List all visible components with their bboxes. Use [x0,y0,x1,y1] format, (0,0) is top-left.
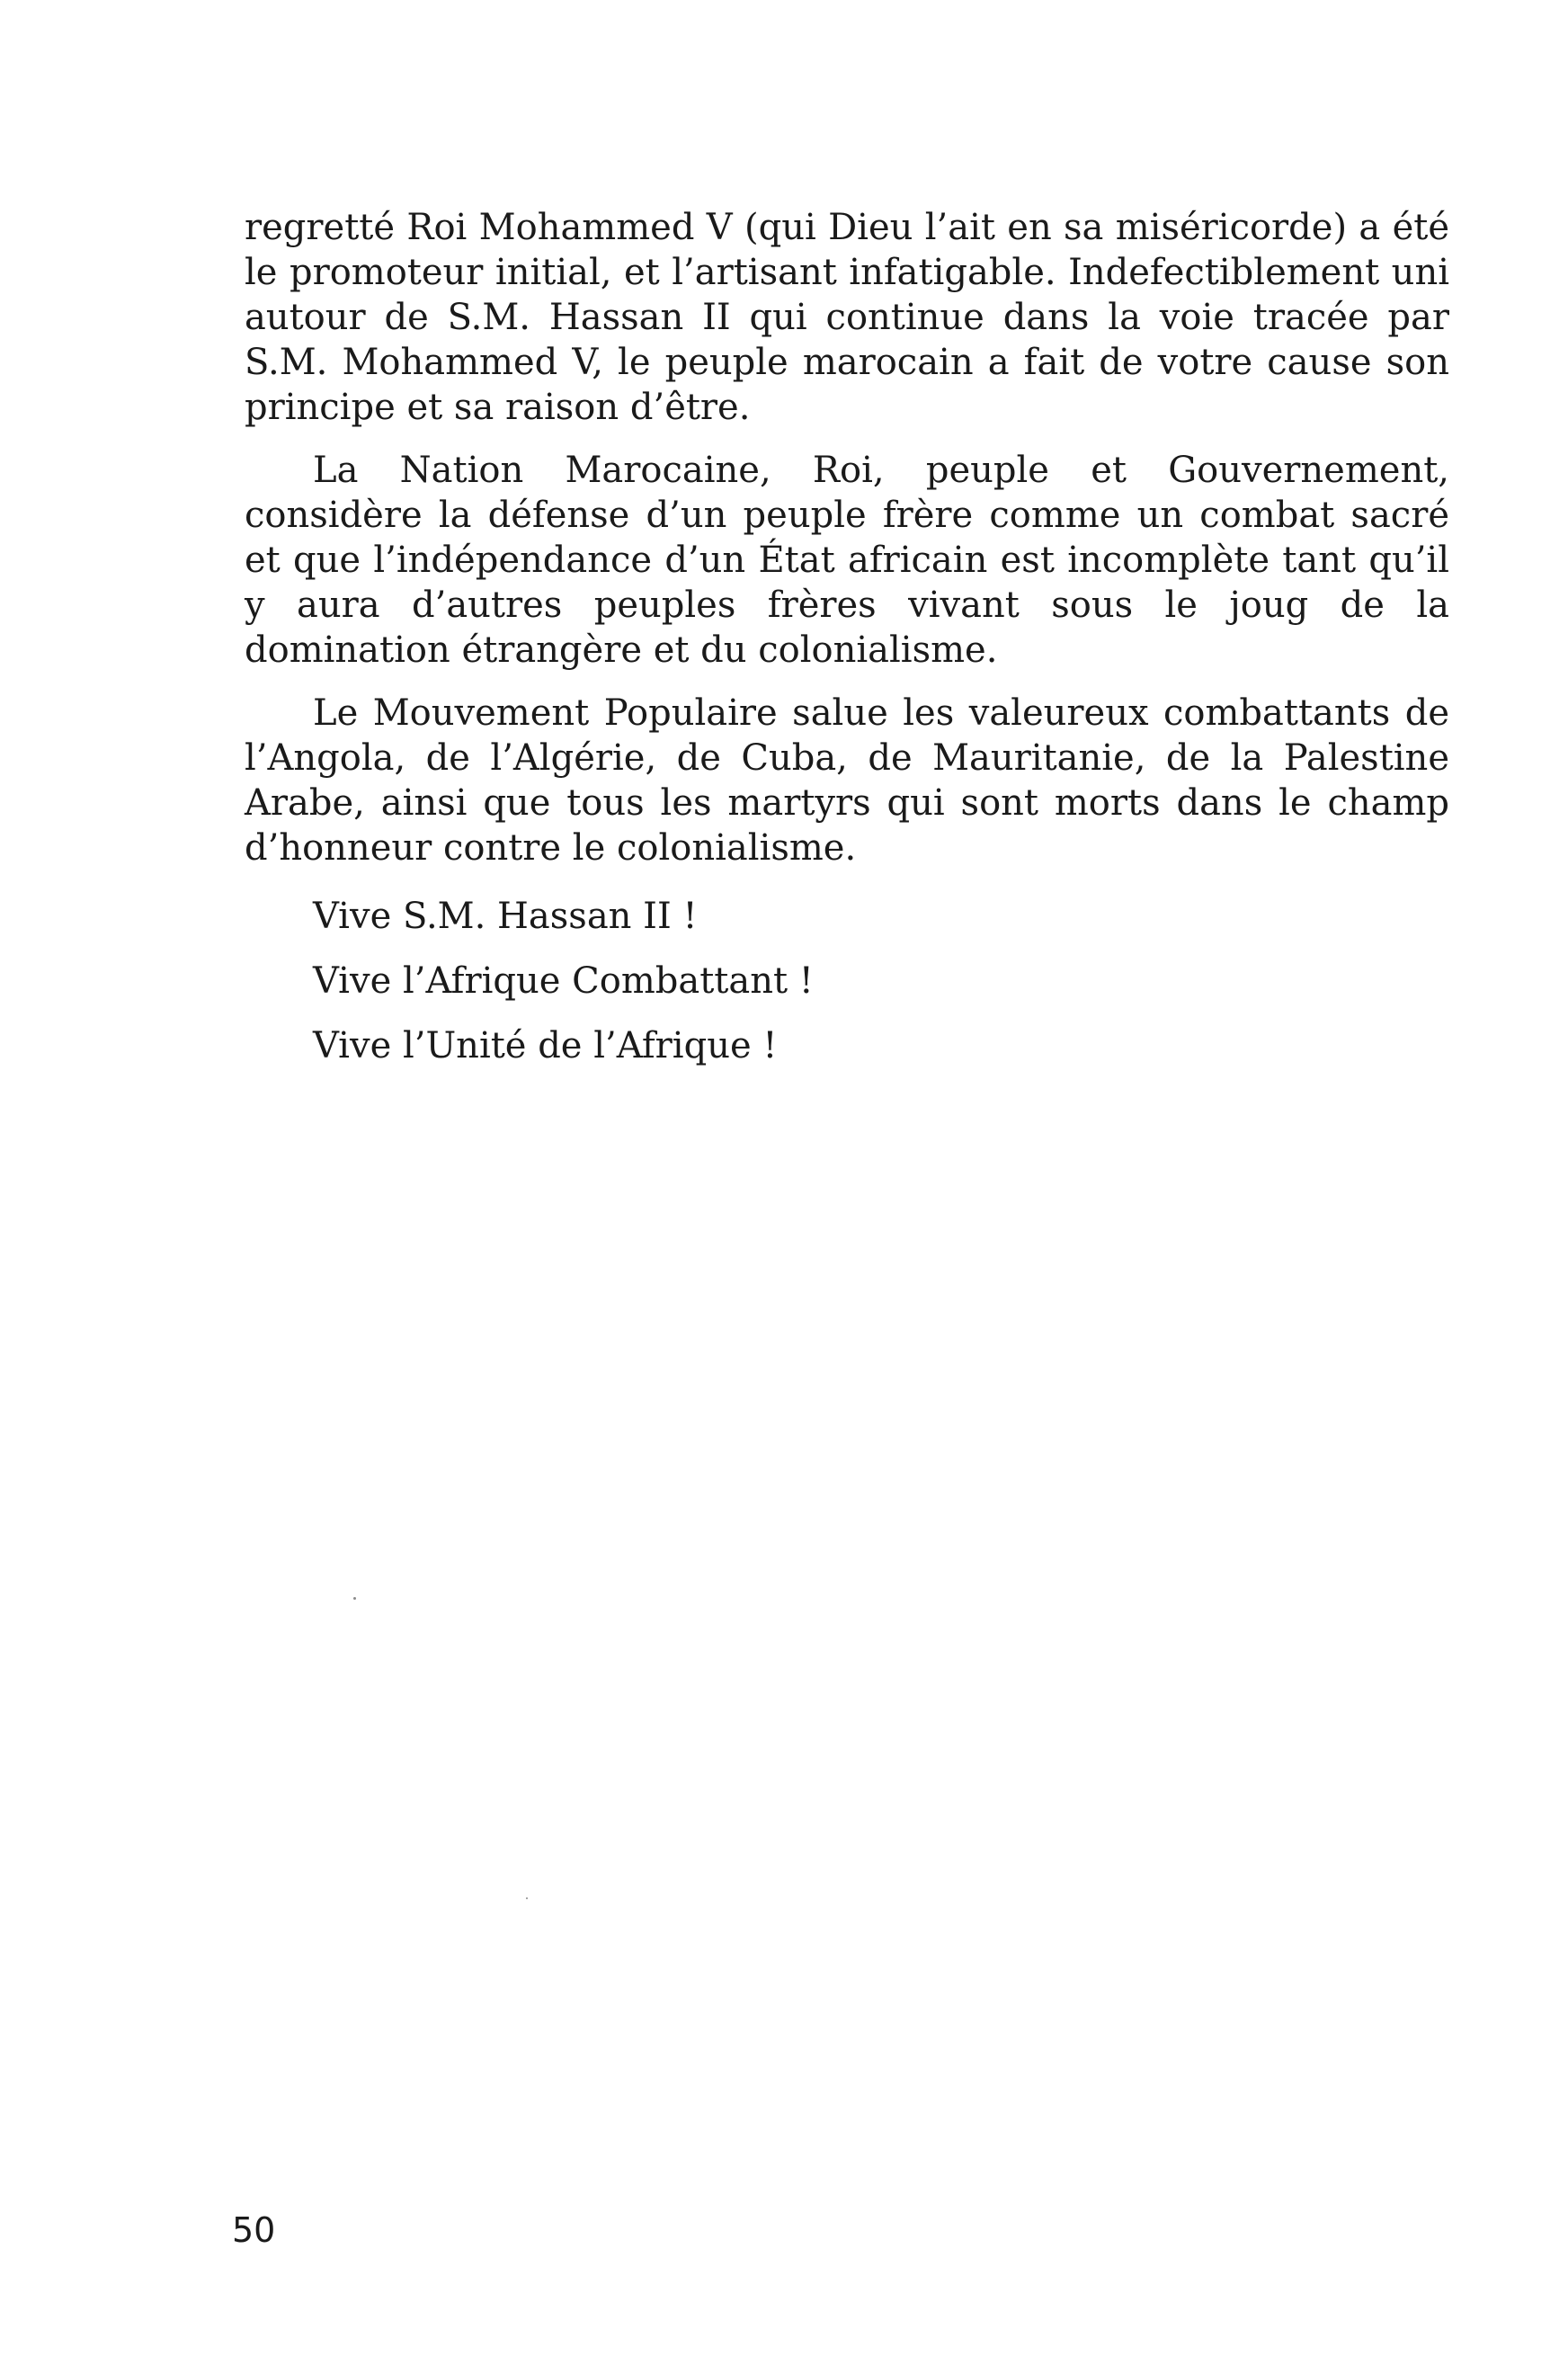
acclamation-hassan: Vive S.M. Hassan II ! [313,896,698,937]
scan-speck [526,1897,528,1899]
acclamation-unite-afrique: Vive l’Unité de l’Afrique ! [313,1025,778,1067]
acclamation-afrique-combattant: Vive l’Afrique Combattant ! [313,960,814,1002]
page-number: 50 [232,2210,276,2250]
paragraph-continued: regretté Roi Mohammed V (qui Dieu l’ait en sa miséricorde) a été le promoteur initial, et l’artisant infatigable. Indefectiblement uni autour de S.M. Hassan II qui continue dans la voie tracée par S.M. Mohammed V, le peuple marocain a fait de votre cause son principe et sa raison d’être. [245,207,1449,428]
paragraph-popular-movement: Le Mouvement Populaire salue les valeureux combattants de l’Angola, de l’Algérie, de Cuba, de Mauritanie, de la Palestine Arabe, ainsi que tous les martyrs qui sont morts dans le champ d’honneur contre le colonialisme. [245,692,1449,869]
paragraph-moroccan-nation: La Nation Marocaine, Roi, peuple et Gouvernement, considère la défense d’un peuple frère comme un combat sacré et que l’indépendance d’un État africain est incomplète tant qu’il y aura d’autres peuples frères vivant sous le joug de la domination étrangère et du colonialisme. [245,450,1449,671]
scan-speck [353,1597,356,1600]
body-text [245,205,1449,1068]
